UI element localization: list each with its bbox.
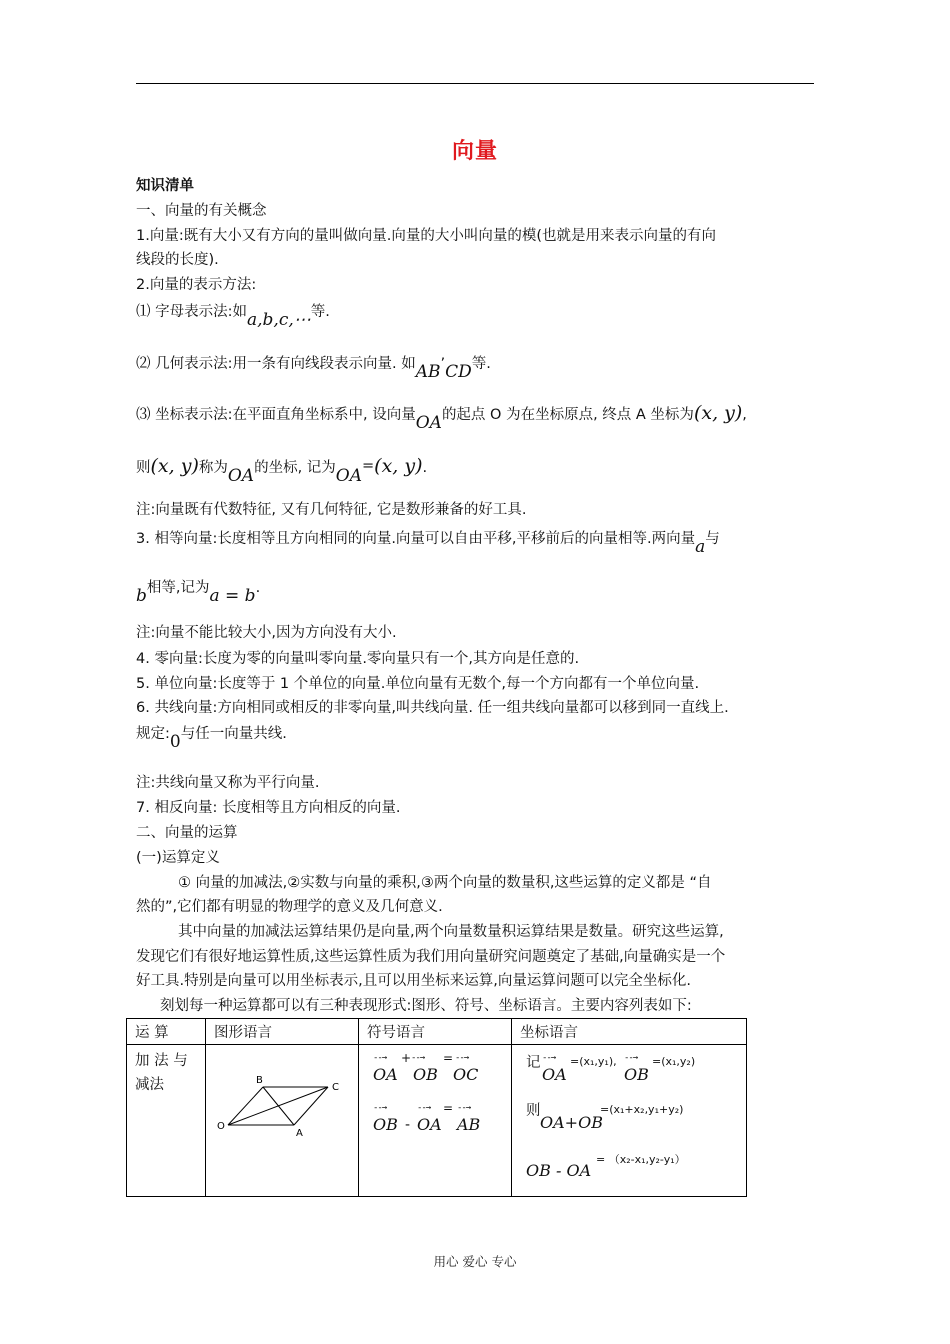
coord-ob-value: =(x₁,y₂) xyxy=(652,1055,696,1068)
method-coordinate-mid: 的起点 O 为在坐标原点, 终点 A 坐标为 xyxy=(441,407,694,423)
vector-oa: OA xyxy=(415,413,442,433)
equal-vectors-notation xyxy=(136,577,261,606)
arrow-oa-2: --→ xyxy=(417,1103,431,1113)
definition-zero-vector: 4. 零向量:长度为零的向量叫零向量.零向量只有一个,其方向是任意的. xyxy=(136,651,580,667)
part-two-heading: 二、向量的运算 xyxy=(136,825,238,841)
coord-diff-value: = （x₂-x₁,y₂-y₁） xyxy=(596,1153,686,1166)
rule-label: 规定: xyxy=(136,726,170,742)
symbol-content xyxy=(359,1045,511,1195)
separator: ’ xyxy=(440,356,446,372)
header-op xyxy=(127,1019,206,1045)
plus-sign: + xyxy=(401,1051,412,1065)
collinear-rule xyxy=(136,723,287,752)
coord-ob: OB xyxy=(624,1065,649,1084)
comma: , xyxy=(742,407,747,423)
header-op-text: 运 算 xyxy=(135,1025,169,1041)
coord-oa: OA xyxy=(542,1065,567,1084)
method-letter-end: 等. xyxy=(310,304,330,320)
header-coordinate xyxy=(512,1019,747,1045)
sym-ab: AB xyxy=(457,1115,481,1134)
section-heading: 知识清单 xyxy=(136,178,194,194)
label-a: A xyxy=(296,1128,303,1139)
paragraph-2-line2: 发现它们有很好地运算性质,这些运算性质为我们用向量研究问题奠定了基础,向量确实是一个 xyxy=(136,949,726,965)
coord-oa-value: =(x₁,y₁), xyxy=(570,1055,617,1068)
note-parallel: 注:共线向量又称为平行向量. xyxy=(136,775,320,791)
edge-ob xyxy=(228,1087,263,1125)
vector-oa-3: OA xyxy=(335,466,363,486)
with-text: 与 xyxy=(705,531,720,547)
equals-sign-2: = xyxy=(443,1101,454,1115)
rule-text: 与任一向量共线. xyxy=(180,726,287,742)
period-2: . xyxy=(255,580,261,596)
equation-a-eq-b: a = b xyxy=(209,586,256,606)
arrow-oa: --→ xyxy=(373,1053,387,1063)
coord-text: 的坐标, 记为 xyxy=(254,460,336,476)
diagram-cell xyxy=(206,1045,359,1197)
note-dual-nature: 注:向量既有代数特征, 又有几何特征, 它是数形兼备的好工具. xyxy=(136,502,527,518)
vector-b: b xyxy=(136,586,147,606)
ze-label: 则 xyxy=(526,1103,541,1119)
method-geometric-end: 等. xyxy=(471,356,491,372)
op-name: 加 法 与 减法 xyxy=(135,1053,188,1093)
equals-sign: = xyxy=(443,1051,454,1065)
header-symbol xyxy=(359,1019,512,1045)
header-rule xyxy=(136,83,814,84)
vector-ab: AB xyxy=(415,362,441,382)
coordinate-cell xyxy=(512,1045,747,1197)
coord-sum-value: =(x₁+x₂,y₁+y₂) xyxy=(600,1103,684,1116)
arrow-oc: --→ xyxy=(455,1053,469,1063)
coordinate-xy: (x, y) xyxy=(693,402,743,424)
arrow-coord-ob: --→ xyxy=(624,1053,638,1063)
header-graphic-text: 图形语言 xyxy=(214,1025,272,1041)
paragraph-1-line1: ① 向量的加减法,②实数与向量的乘积,③两个向量的数量积,这些运算的定义都是 “自 xyxy=(178,875,712,891)
vector-a: a xyxy=(695,537,706,557)
definition-equal-vectors xyxy=(136,528,720,557)
paragraph-3: 刻划每一种运算都可以有三种表现形式:图形、符号、坐标语言。主要内容列表如下: xyxy=(160,998,692,1014)
page-footer: 用心 爱心 专心 xyxy=(433,1254,517,1269)
definition-collinear: 6. 共线向量:方向相同或相反的非零向量,叫共线向量. 任一组共线向量都可以移到同一直线上. xyxy=(136,700,729,716)
coordinate-definition xyxy=(136,455,428,486)
vector-oa-2: OA xyxy=(227,466,255,486)
method-letter-label: ⑴ 字母表示法:如 xyxy=(136,304,247,320)
label-o: O xyxy=(217,1121,225,1132)
arrow-ob: --→ xyxy=(411,1053,425,1063)
page-title: 向量 xyxy=(451,139,498,164)
vector-cd: CD xyxy=(445,362,472,382)
paragraph-2-line1: 其中向量的加减法运算结果仍是向量,两个向量数量积运算结果是数量。研究这些运算, xyxy=(178,924,724,940)
sym-oa-2: OA xyxy=(417,1115,442,1134)
arrow-ab: --→ xyxy=(457,1103,471,1113)
method-coordinate-label: ⑶ 坐标表示法:在平面直角坐标系中, 设向量 xyxy=(136,407,416,423)
coordinate-content xyxy=(512,1045,746,1195)
symbol-cell xyxy=(359,1045,512,1197)
coordinate-xy-2: (x, y) xyxy=(150,455,199,477)
notation-text: 相等,记为 xyxy=(146,580,210,596)
sym-ob-2: OB xyxy=(373,1115,398,1134)
arrow-coord-oa: --→ xyxy=(542,1053,556,1063)
header-coordinate-text: 坐标语言 xyxy=(520,1025,578,1041)
called-text: 称为 xyxy=(198,460,228,476)
sym-ob: OB xyxy=(413,1065,438,1084)
definition-opposite: 7. 相反向量: 长度相等且方向相反的向量. xyxy=(136,800,401,816)
part-one-heading: 一、向量的有关概念 xyxy=(136,203,267,219)
method-coordinate xyxy=(136,402,747,433)
ji-label: 记 xyxy=(526,1055,541,1071)
op-name-cell xyxy=(127,1045,206,1197)
subsection-heading: (一)运算定义 xyxy=(136,850,220,866)
label-b: B xyxy=(256,1075,263,1086)
coord-sum-expr: OA+OB xyxy=(540,1113,603,1132)
equal-vectors-text: 3. 相等向量:长度相等且方向相同的向量.向量可以自由平移,平移前后的向量相等.两向量 xyxy=(136,531,696,547)
paragraph-1-line2: 然的”,它们都有明显的物理学的意义及几何意义. xyxy=(136,899,443,915)
minus-sign: - xyxy=(405,1117,411,1133)
definition-vector-line1: 1.向量:既有大小又有方向的量叫做向量.向量的大小叫向量的模(也就是用来表示向量的有向 xyxy=(136,228,716,244)
method-letter-math: a,b,c,⋯ xyxy=(247,310,311,330)
parallelogram-diagram xyxy=(206,1045,356,1155)
coord-diff-expr: OB - OA xyxy=(526,1161,592,1180)
table-header-row xyxy=(127,1019,747,1045)
edge-ac xyxy=(294,1087,328,1125)
method-geometric-label: ⑵ 几何表示法:用一条有向线段表示向量. 如 xyxy=(136,356,416,372)
note-no-comparison: 注:向量不能比较大小,因为方向没有大小. xyxy=(136,625,397,641)
diagonal-ba xyxy=(263,1087,294,1125)
header-symbol-text: 符号语言 xyxy=(367,1025,425,1041)
label-c: C xyxy=(332,1082,339,1093)
period: . xyxy=(422,460,428,476)
definition-unit-vector: 5. 单位向量:长度等于 1 个单位的向量.单位向量有无数个,每一个方向都有一个单位向量. xyxy=(136,676,700,692)
header-graphic xyxy=(206,1019,359,1045)
coordinate-xy-3: (x, y) xyxy=(374,455,423,477)
zero-vector: 0 xyxy=(169,732,181,752)
definition-vector-line2: 线段的长度). xyxy=(136,252,219,268)
method-letter xyxy=(136,301,330,330)
ze-text: 则 xyxy=(136,460,151,476)
equals: = xyxy=(362,458,375,474)
table-row xyxy=(127,1045,747,1197)
method-geometric xyxy=(136,353,491,382)
operations-table xyxy=(126,1018,747,1197)
definition-representation: 2.向量的表示方法: xyxy=(136,277,257,293)
arrow-ob-2: --→ xyxy=(373,1103,387,1113)
sym-oc: OC xyxy=(453,1065,479,1084)
paragraph-2-line3: 好工具.特别是向量可以用坐标表示,且可以用坐标来运算,向量运算问题可以完全坐标化. xyxy=(136,973,691,989)
sym-oa: OA xyxy=(373,1065,398,1084)
